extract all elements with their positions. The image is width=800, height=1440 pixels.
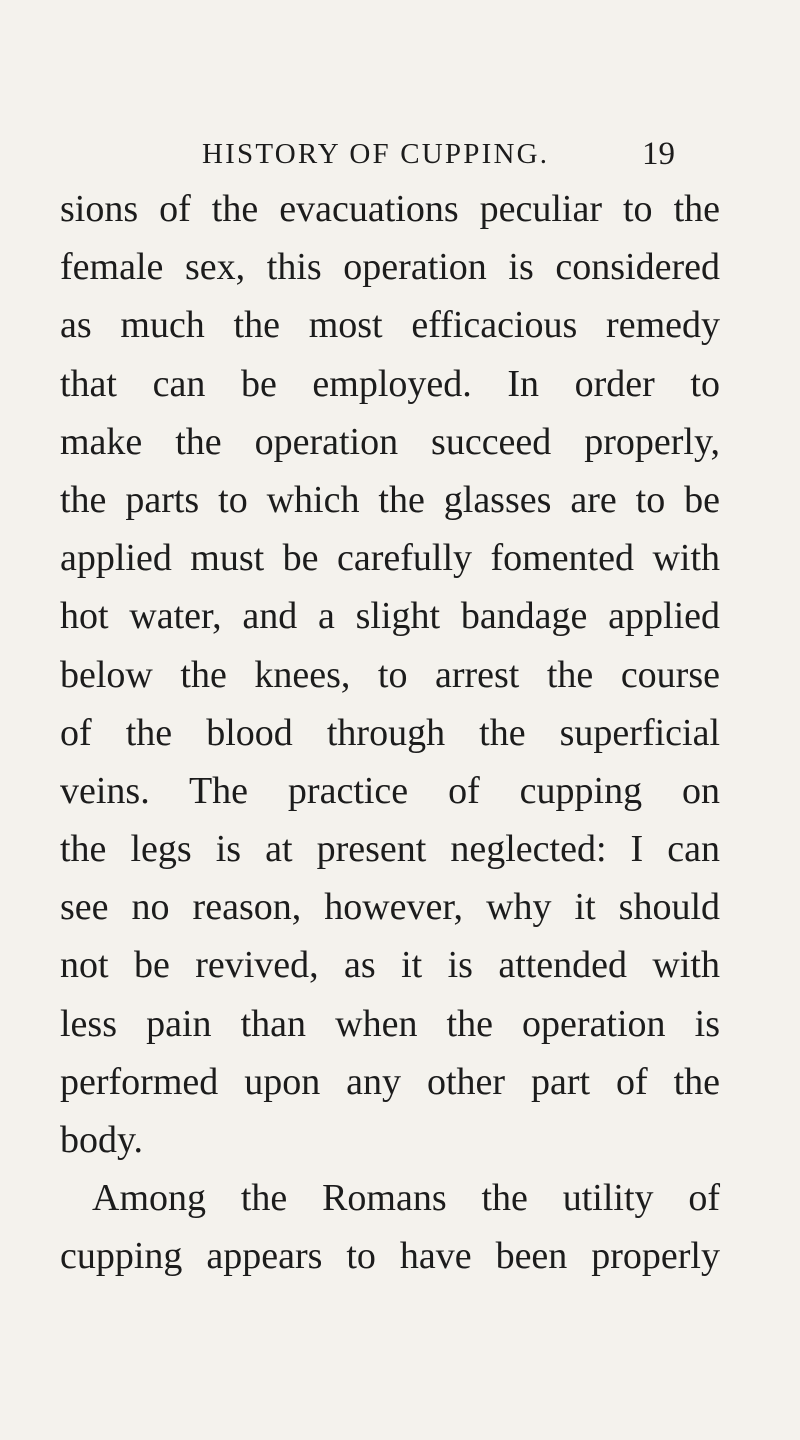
text-line: performed upon any other part of the [60, 1060, 720, 1103]
text-line: not be revived, as it is attended with [60, 944, 720, 987]
text-line: below the knees, to arrest the course [60, 653, 720, 696]
text-line: applied must be carefully fomented with [60, 537, 720, 580]
text-line: less pain than when the operation is [60, 1002, 720, 1045]
text-line: the legs is at present neglected: I can [60, 828, 720, 871]
text-line: the parts to which the glasses are to be [60, 478, 720, 521]
body-text [60, 180, 720, 1286]
text-line: hot water, and a slight bandage applied [60, 595, 720, 638]
text-line: of the blood through the superficial [60, 711, 720, 754]
text-line: cupping appears to have been properly [60, 1235, 720, 1278]
text-line: make the operation succeed properly, [60, 420, 720, 463]
running-title: HISTORY OF CUPPING. [202, 138, 550, 170]
text-line: veins. The practice of cupping on [60, 769, 720, 812]
text-line: sions of the evacuations peculiar to the [60, 188, 720, 230]
text-line: female sex, this operation is considered [60, 246, 720, 289]
text-line: Among the Romans the utility of [92, 1177, 720, 1220]
page-number: 19 [642, 136, 675, 172]
text-line: see no reason, however, why it should [60, 886, 720, 929]
text-line: as much the most efficacious remedy [60, 304, 720, 347]
running-head [0, 132, 800, 176]
text-line: that can be employed. In order to [60, 362, 720, 405]
text-line: body. [60, 1119, 144, 1161]
